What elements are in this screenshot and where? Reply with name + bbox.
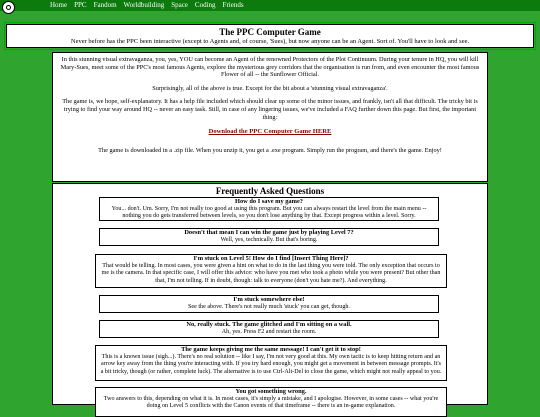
page-title: The PPC Computer Game [219, 27, 321, 37]
nav-links [50, 0, 251, 11]
faq-question: I'm stuck somewhere else! [233, 296, 305, 303]
faq-item-save [99, 197, 439, 221]
faq-question: No, really stuck. The game glitched and I'm sitting on a wall. [186, 321, 352, 328]
top-nav-bar [0, 0, 540, 11]
site-logo-icon[interactable] [2, 1, 15, 14]
nav-link-fandom[interactable]: Fandom [93, 1, 117, 9]
faq-question: How do I save my game? [235, 198, 303, 205]
faq-answer: Well, yes, technically. But that's boring. [220, 237, 318, 243]
intro-paragraph-1: In this stunning visual extravaganza, you, yes, YOU can become an Agent of the renowned Protectors of the Plot Continuum. During your tenure in HQ, you will kill Mary-Sues, meet some of the PPC's most famous Agents, explore the mysterious grey corridors that the organisation is run from, and even encounter the most famous Flower of all -- the Sunflower Official. [60, 56, 480, 79]
faq-question: You got something wrong. [235, 388, 307, 395]
nav-link-friends[interactable]: Friends [222, 1, 244, 9]
header-panel [6, 24, 534, 48]
nav-link-ppc[interactable]: PPC [74, 1, 87, 9]
faq-answer: This is a known issue (sigh...). There's no real solution -- like I say, I'm not very good at this. My own tactic is to keep hitting return and an arrow key away from the thing you're interacting with. If you try hard enough, you might get a movement in between message prompts. It's a bit tricky, though (or rather, complete luck). The alternative is to use Ctrl-Alt-Del to close the game, which might not really appeal to you. [100, 354, 442, 375]
faq-item-stuck [99, 295, 439, 313]
nav-link-home[interactable]: Home [50, 1, 68, 9]
faq-answer: That would be telling. In most cases, you were given a hint on what to do in the last thing you were told. The only exception that occurs to me is the camera. In that specific case, I will offer this advice: who have you met who took a photo while you were present? But other than that, I'm not telling. If in doubt, though: talk to everyone (don't you hate me?). And everything. [101, 263, 441, 284]
faq-item-wall [99, 320, 439, 338]
faq-answer: Ah, yes. Press F2 and restart the room. [221, 329, 317, 335]
faq-item-level7 [99, 228, 439, 246]
nav-link-space[interactable]: Space [171, 1, 188, 9]
faq-answer: You... don't. Um. Sorry, I'm not really too good at using this program. But you can always restart the level from the main menu -- nothing you do gets transferred between levels, so you don't lose anything by that. Except progress within a level. Sorry. [111, 206, 427, 220]
faq-answer: See the above. There's not really much 'stuck' you can get, though. [188, 304, 350, 310]
faq-question: I'm stuck on Level 5! How do I find [Insert Thing Here]? [193, 255, 349, 262]
faq-answer: Two answers to this, depending on what it is. In most cases, it's simply a mistake, and I apologise. However, in some cases -- what you're doing on Level 5 conflicts with the Canon events of that timeframe -- there is an in-game explanation. [103, 396, 439, 410]
faq-question: The game keeps giving me the same message! I can't get it to stop! [181, 346, 361, 353]
nav-link-coding[interactable]: Coding [194, 1, 216, 9]
intro-paragraph-4: The game is downloaded in a .zip file. When you unzip it, you get a .exe program. Simply run the program, and there's the game. Enjoy! [98, 146, 442, 154]
download-game-link[interactable]: Download the PPC Computer Game HERE [208, 128, 332, 136]
faq-panel [52, 183, 488, 410]
faq-question: Doesn't that mean I can win the game just by playing Level 7? [184, 229, 354, 236]
intro-paragraph-3: The game is, we hope, self-explanatory. It has a help file included which should clear up some of the minor issues, and frankly, isn't all that difficult. The tricky bit is trying to find your way around HQ -- never an easy task. Still, in case of any lingering issues, we've included a FAQ further down this page. But first, the important thing: [62, 98, 478, 121]
intro-panel [52, 52, 488, 182]
faq-title: Frequently Asked Questions [215, 186, 325, 196]
nav-link-worldbuilding[interactable]: Worldbuilding [123, 1, 165, 9]
page-subtitle: Never before has the PPC been interactive (except to Agents and, of course, 'Sues), but now anyone can be an Agent. Sort of. You'll have to look and see. [70, 38, 470, 45]
faq-item-wrong [95, 387, 447, 417]
faq-item-message [95, 345, 447, 381]
faq-item-level5 [95, 254, 447, 288]
logo-inner-ring [6, 5, 11, 10]
intro-paragraph-2: Surprisingly, all of the above is true. Except for the bit about a 'stunning visual extravaganza'. [152, 84, 388, 92]
